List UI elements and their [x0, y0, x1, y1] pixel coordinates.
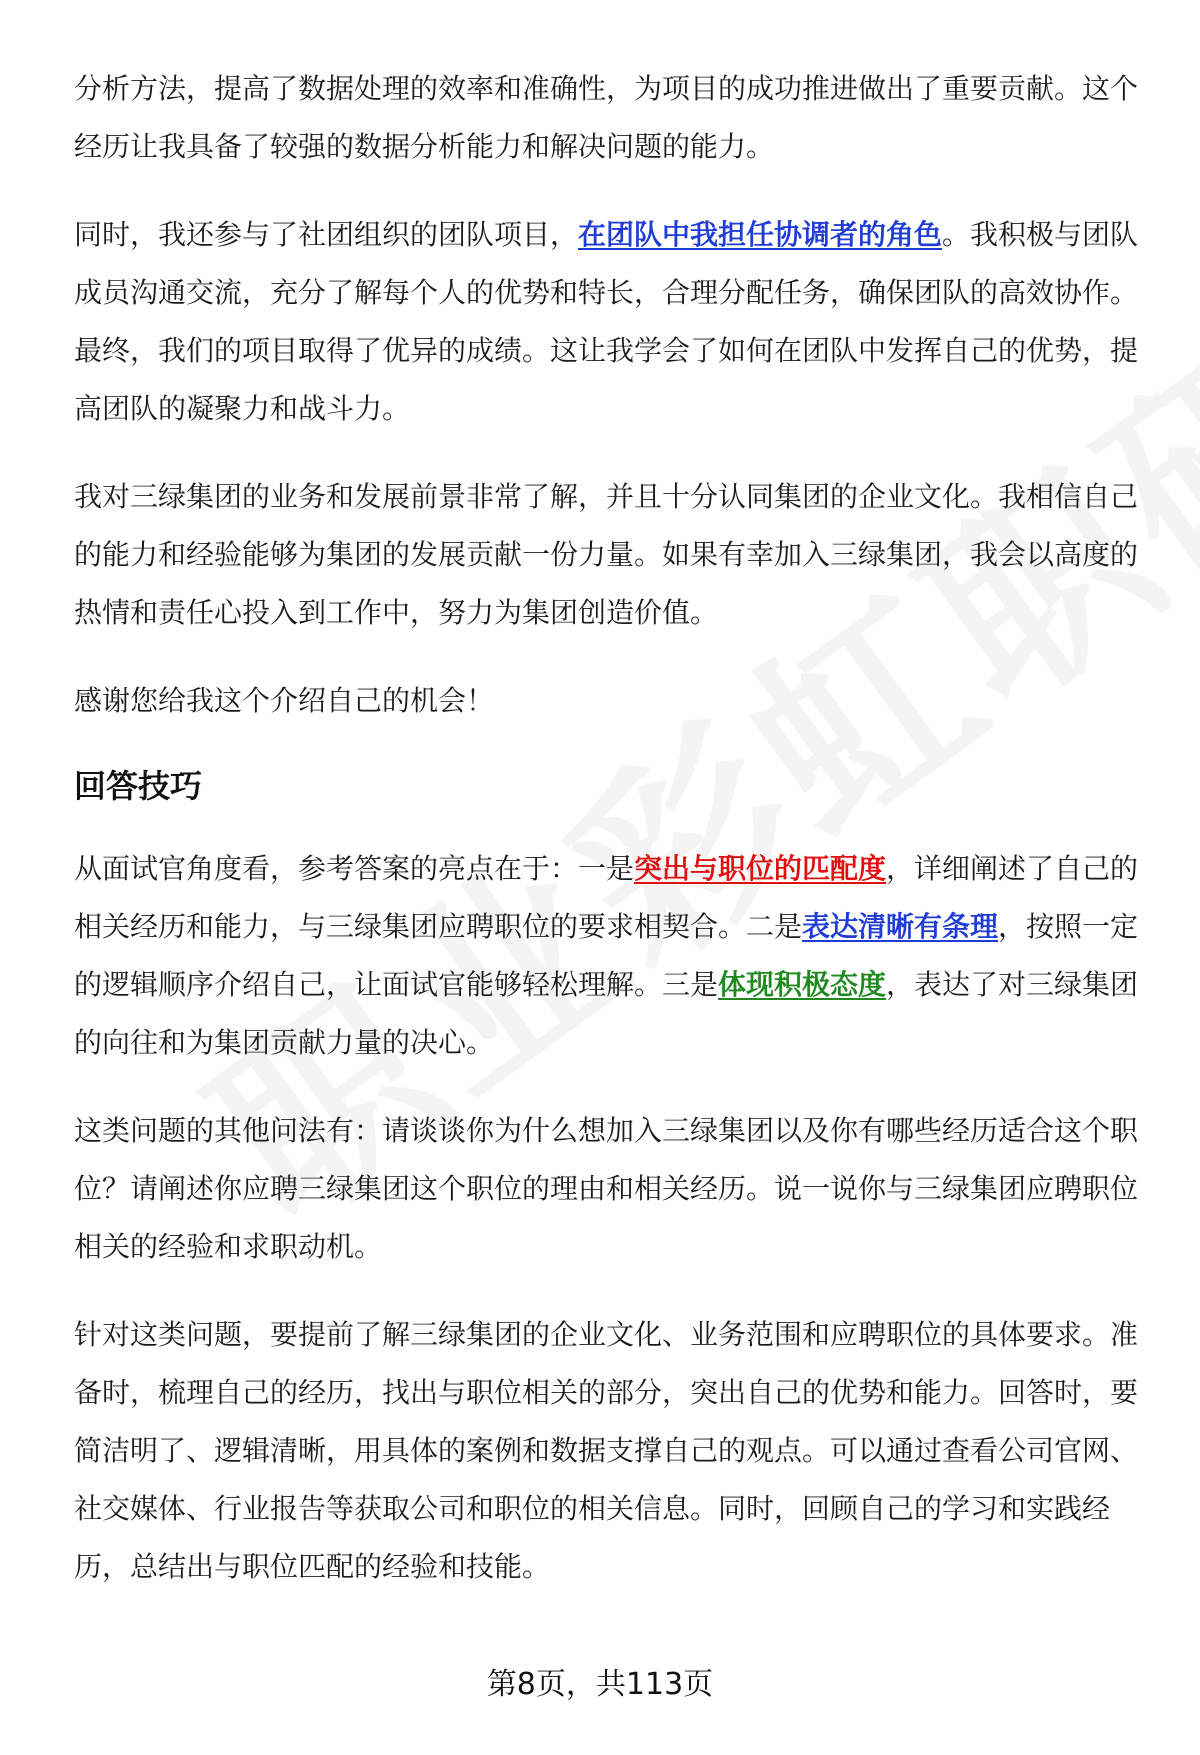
text-segment: ，表达了对三绿集团的向往和为集团贡献力量的决心。 — [74, 968, 1139, 1059]
paragraph-interviewer-view — [74, 840, 1144, 1072]
highlight-job-match: 突出与职位的匹配度 — [634, 852, 887, 885]
text-segment: 从面试官角度看，参考答案的亮点在于：一是 — [74, 852, 635, 885]
highlight-clear-expression: 表达清晰有条理 — [802, 910, 999, 943]
paragraph-data-analysis: 分析方法，提高了数据处理的效率和准确性，为项目的成功推进做出了重要贡献。这个经历让我具备了较强的数据分析能力和解决问题的能力。 — [74, 72, 1139, 163]
text-segment: 同时，我还参与了社团组织的团队项目， — [74, 218, 579, 251]
highlight-coordinator-role: 在团队中我担任协调者的角色 — [578, 218, 943, 251]
paragraph-alternative-questions: 这类问题的其他问法有：请谈谈你为什么想加入三绿集团以及你有哪些经历适合这个职位？请阐述你应聘三绿集团这个职位的理由和相关经历。说一说你与三绿集团应聘职位相关的经验和求职动机。 — [74, 1114, 1139, 1263]
paragraph-company-understanding: 我对三绿集团的业务和发展前景非常了解，并且十分认同集团的企业文化。我相信自己的能力和经验能够为集团的发展贡献一份力量。如果有幸加入三绿集团，我会以高度的热情和责任心投入到工作中，努力为集团创造价值。 — [74, 480, 1139, 629]
highlight-positive-attitude: 体现积极态度 — [718, 968, 887, 1001]
document-body — [74, 60, 1144, 1626]
section-heading-answer-tips: 回答技巧 — [74, 767, 203, 805]
text-segment: ，按照一定的逻辑顺序介绍自己，让面试官能够轻松理解。三是 — [74, 910, 1139, 1001]
paragraph-preparation-advice: 针对这类问题，要提前了解三绿集团的企业文化、业务范围和应聘职位的具体要求。准备时，梳理自己的经历，找出与职位相关的部分，突出自己的优势和能力。回答时，要简洁明了、逻辑清晰，用具体的案例和数据支撑自己的观点。可以通过查看公司官网、社交媒体、行业报告等获取公司和职位的相关信息。同时，回顾自己的学习和实践经历，总结出与职位匹配的经验和技能。 — [74, 1318, 1139, 1583]
text-segment: ，详细阐述了自己的相关经历和能力，与三绿集团应聘职位的要求相契合。二是 — [74, 852, 1139, 943]
paragraph-team-project — [74, 206, 1144, 438]
text-segment: 。我积极与团队成员沟通交流，充分了解每个人的优势和特长，合理分配任务，确保团队的高效协作。最终，我们的项目取得了优异的成绩。这让我学会了如何在团队中发挥自己的优势，提高团队的凝聚力和战斗力。 — [74, 218, 1139, 425]
paragraph-thanks: 感谢您给我这个介绍自己的机会！ — [74, 684, 495, 717]
page-number: 第8页，共113页 — [486, 1667, 714, 1702]
